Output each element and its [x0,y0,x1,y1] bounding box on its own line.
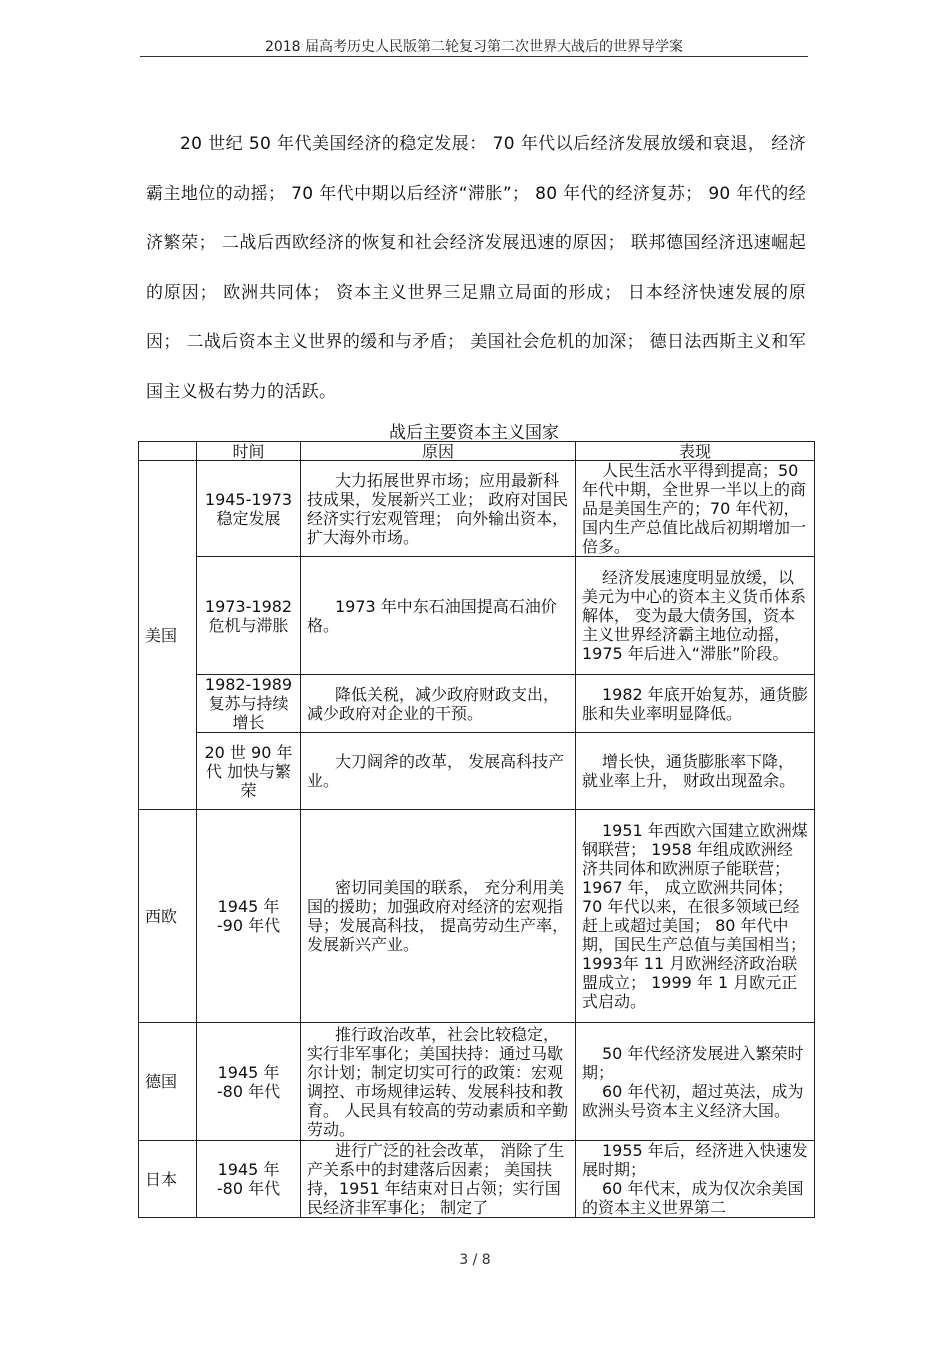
reason-cell [301,1023,576,1141]
country-usa: 美国 [139,461,197,810]
performance-cell [576,733,815,810]
page-number: 3 / 8 [459,1252,491,1268]
performance-text: 50 年代经济发展进入繁荣时期； [582,1043,804,1082]
reason-text: 大刀阔斧的改革， 发展高科技产业。 [307,752,565,790]
table-row [139,1141,815,1218]
reason-text: 进行广泛的社会改革， 消除了生产关系中的封建落后因素； 美国扶持，1951 年结束对日占领；实行国民经济非军事化； 制定了 [307,1141,565,1217]
reason-text: 密切同美国的联系， 充分利用美国的援助；加强政府对经济的宏观指导；发展高科技， 提高劳动生产率，发展新兴产业。 [307,878,569,954]
performance-text: 1955 年后，经济进入快速发展时期； [582,1141,808,1179]
table-title: 战后主要资本主义国家 [389,423,559,443]
performance-text: 经济发展速度明显放缓，以美元为中心的资本主义货币体系解体， 变为最大债务国，资本主义世界经济霸主地位动摇， 1975 年后进入“滞胀”阶段。 [582,568,807,663]
reason-cell [301,1141,576,1218]
period-cell: 1945-1973 稳定发展 [197,461,301,557]
countries-table [138,441,815,1218]
performance-text: 增长快，通货膨胀率下降，就业率上升， 财政出现盈余。 [582,752,796,790]
period-cell: 1945 年 -80 年代 [197,1141,301,1218]
reason-cell [301,733,576,810]
period-cell: 1945 年 -90 年代 [197,810,301,1023]
performance-cell [576,675,815,733]
performance-text: 60 年代初，超过英法，成为欧洲头号资本主义经济大国。 [582,1081,804,1120]
period-cell: 20 世 90 年代 加快与繁荣 [197,733,301,810]
period-cell: 1945 年 -80 年代 [197,1023,301,1141]
header-performance: 表现 [576,442,815,461]
table-row [139,675,815,733]
performance-text: 1982 年底开始复苏，通货膨胀和失业率明显降低。 [582,684,808,723]
performance-text: 1951 年西欧六国建立欧洲煤钢联营； 1958 年组成欧洲经济共同体和欧洲原子能联营； 1967 年， 成立欧洲共同体； 70 年代以来，在很多领域已经赶上或超过美国； 80 年代中期，国民生产总值与美国相当；1993年 11 月欧洲经济政治联盟成立； 1999 年 1 月欧元正式启动。 [582,821,808,1011]
reason-text: 降低关税，减少政府财政支出，减少政府对企业的干预。 [307,684,560,723]
performance-cell [576,1141,815,1218]
table-row [139,733,815,810]
performance-text: 人民生活水平得到提高；50 年代中期，全世界一半以上的商品是美国生产的；70 年代初，国内生产总值比战后初期增加一倍多。 [582,461,807,556]
reason-cell [301,557,576,675]
performance-cell [576,810,815,1023]
reason-cell [301,810,576,1023]
reason-text: 1973 年中东石油国提高石油价格。 [307,596,557,635]
header-reason: 原因 [301,442,576,461]
period-cell: 1982-1989 复苏与持续增长 [197,675,301,733]
document-header: 2018 届高考历史人民版第二轮复习第二次世界大战后的世界导学案 [264,39,684,55]
performance-cell [576,557,815,675]
table-header-row [139,442,815,461]
reason-text: 推行政治改革，社会比较稳定，实行非军事化；美国扶持：通过马歇尔计划；制定切实可行的政策：宏观调控、市场规律运转、发展科技和教育。 人民具有较高的劳动素质和辛勤劳动。 [307,1024,569,1139]
period-cell: 1973-1982 危机与滞胀 [197,557,301,675]
performance-cell [576,1023,815,1141]
header-country [139,442,197,461]
country-germany: 德国 [139,1023,197,1141]
reason-cell [301,461,576,557]
intro-paragraph: 20 世纪 50 年代美国经济的稳定发展： 70 年代以后经济发展放缓和衰退， 经济霸主地位的动摇； 70 年代中期以后经济“滞胀”； 80 年代的经济复苏； 90 年代的经济繁荣； 二战后西欧经济的恢复和社会经济发展迅速的原因； 联邦德国经济迅速崛起的原因； 欧洲共同体； 资本主义世界三足鼎立局面的形成； 日本经济快速发展的原因； 二战后资本主义世界的缓和与矛盾； 美国社会危机的加深； 德日法西斯主义和军国主义极右势力的活跃。 [146,134,806,402]
reason-cell [301,675,576,733]
performance-text: 60 年代末，成为仅次余美国的资本主义世界第二 [582,1179,804,1217]
reason-text: 大力拓展世界市场；应用最新科技成果，发展新兴工业； 政府对国民经济实行宏观管理； 向外输出资本，扩大海外市场。 [307,470,569,547]
performance-cell [576,461,815,557]
table-row [139,810,815,1023]
country-japan: 日本 [139,1141,197,1218]
header-time: 时间 [197,442,301,461]
table-row [139,1023,815,1141]
table-row [139,461,815,557]
header-rule [140,56,808,57]
country-west-europe: 西欧 [139,810,197,1023]
table-row [139,557,815,675]
